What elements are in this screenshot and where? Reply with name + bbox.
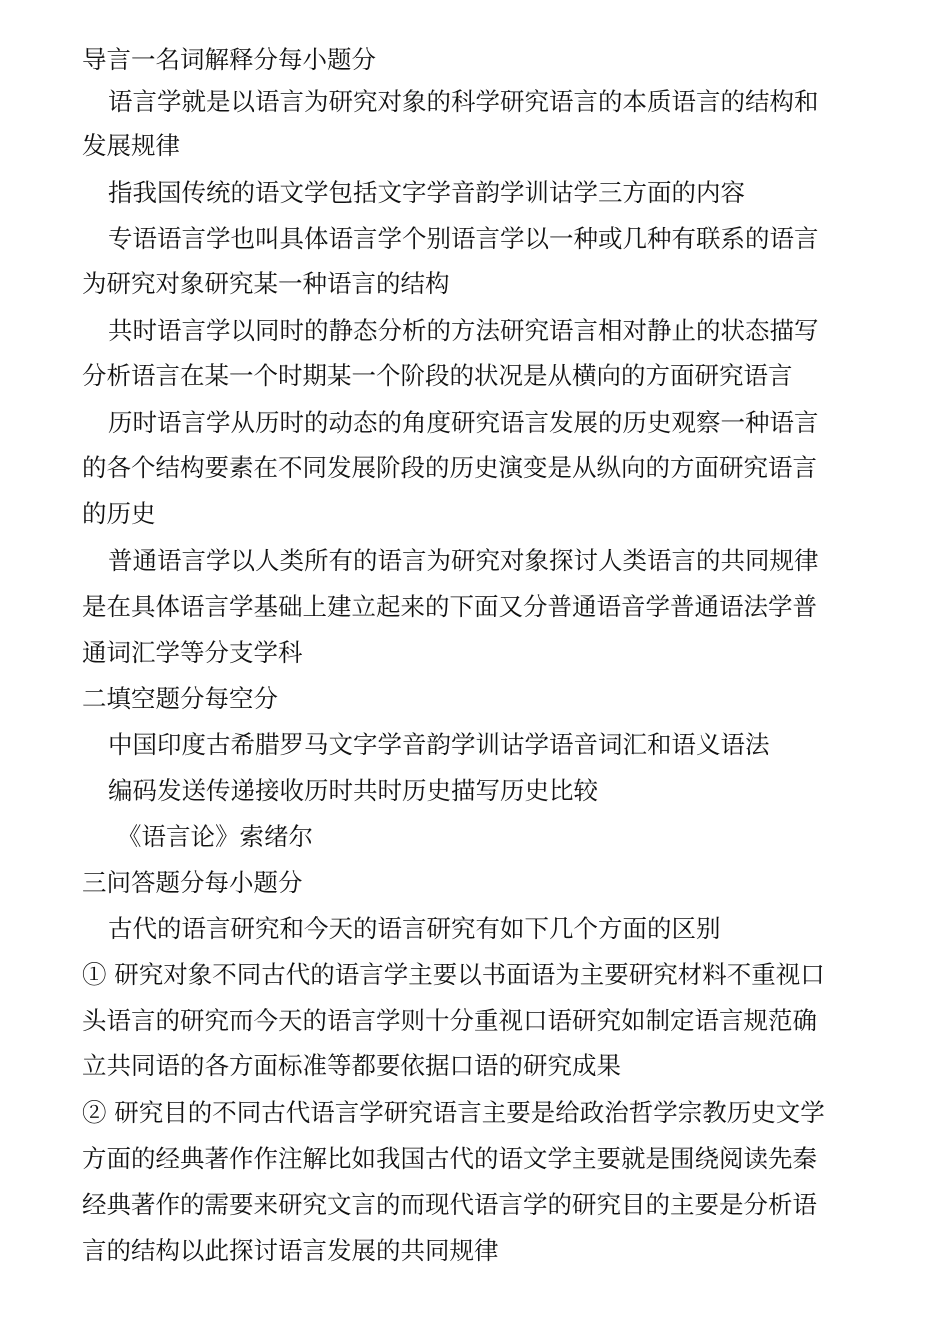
section-heading-fill-blank: 二填空题分每空分 [82,684,278,713]
answer-line: 编码发送传递接收历时共时历史描写历史比较 [108,776,598,805]
paragraph-line: 的历史 [82,499,156,528]
list-item-line: ① 研究对象不同古代的语言学主要以书面语为主要研究材料不重视口 [82,960,825,989]
paragraph-line: 历时语言学从历时的动态的角度研究语言发展的历史观察一种语言 [108,408,819,437]
paragraph-line: 为研究对象研究某一种语言的结构 [82,269,450,298]
paragraph-line: 古代的语言研究和今天的语言研究有如下几个方面的区别 [108,914,721,943]
paragraph-line: 是在具体语言学基础上建立起来的下面又分普通语音学普通语法学普 [82,592,817,621]
paragraph-line: 共时语言学以同时的静态分析的方法研究语言相对静止的状态描写 [108,316,819,345]
paragraph-line: 普通语言学以人类所有的语言为研究对象探讨人类语言的共同规律 [108,546,819,575]
answer-line: 中国印度古希腊罗马文字学音韵学训诂学语音词汇和语义语法 [108,730,770,759]
section-heading-qa: 三问答题分每小题分 [82,868,303,897]
paragraph-line: 发展规律 [82,131,180,160]
paragraph-line: 言的结构以此探讨语言发展的共同规律 [82,1236,499,1265]
paragraph-line: 分析语言在某一个时期某一个阶段的状况是从横向的方面研究语言 [82,361,793,390]
paragraph-line: 立共同语的各方面标准等都要依据口语的研究成果 [82,1051,621,1080]
paragraph-line: 的各个结构要素在不同发展阶段的历史演变是从纵向的方面研究语言 [82,453,817,482]
paragraph-line: 方面的经典著作作注解比如我国古代的语文学主要就是围绕阅读先秦 [82,1144,817,1173]
paragraph-line: 专语语言学也叫具体语言学个别语言学以一种或几种有联系的语言 [108,224,819,253]
answer-line: 《语言论》索绪尔 [117,822,313,851]
section-heading-intro: 导言一名词解释分每小题分 [82,45,376,74]
paragraph-line: 通词汇学等分支学科 [82,638,303,667]
paragraph-line: 经典著作的需要来研究文言的而现代语言学的研究目的主要是分析语 [82,1190,817,1219]
paragraph-line: 指我国传统的语文学包括文字学音韵学训诂学三方面的内容 [108,178,745,207]
list-item-line: ② 研究目的不同古代语言学研究语言主要是给政治哲学宗教历史文学 [82,1098,825,1127]
paragraph-line: 语言学就是以语言为研究对象的科学研究语言的本质语言的结构和 [108,87,819,116]
paragraph-line: 头语言的研究而今天的语言学则十分重视口语研究如制定语言规范确 [82,1006,817,1035]
